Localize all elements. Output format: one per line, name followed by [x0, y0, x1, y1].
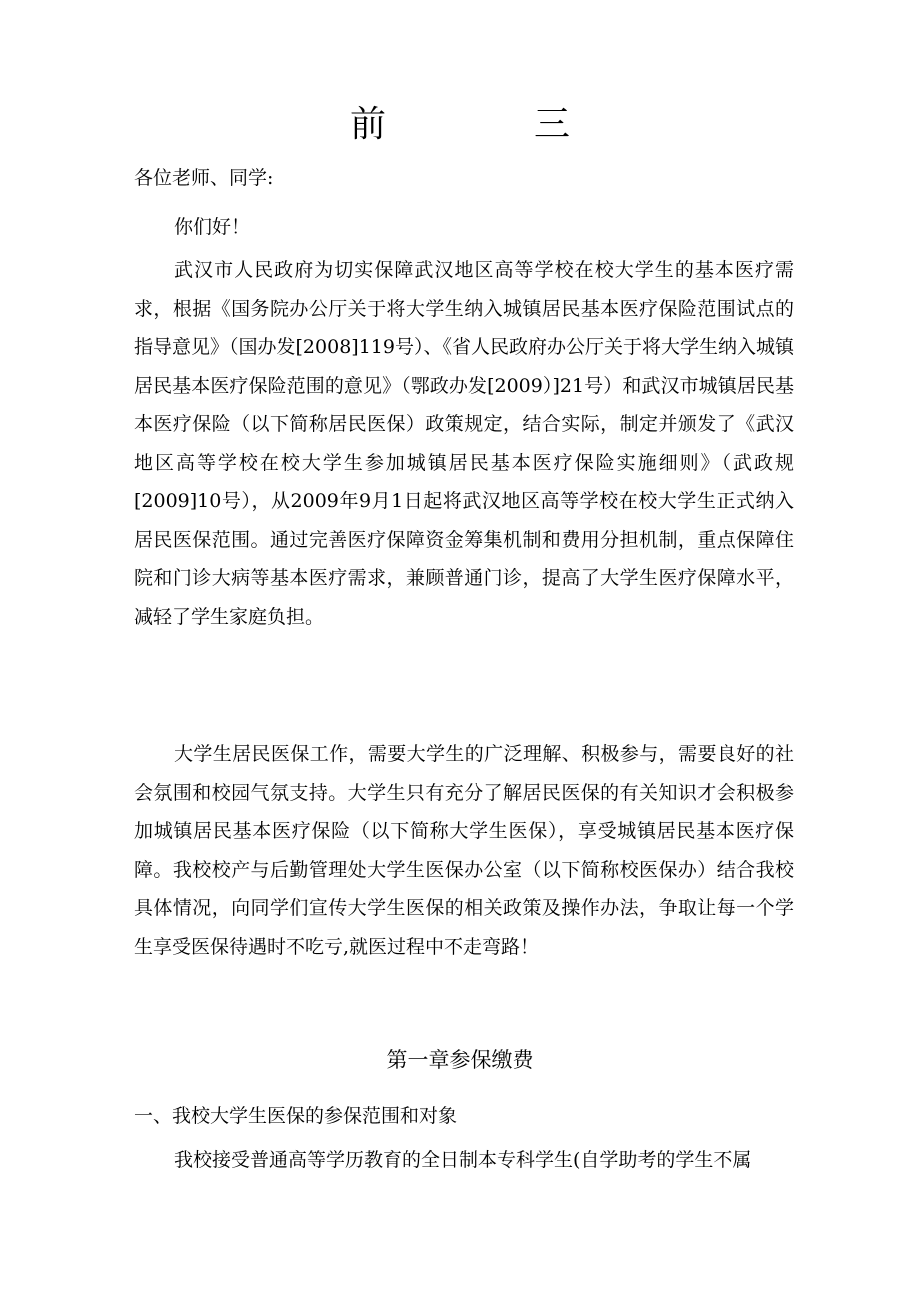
section-heading: 一、我校大学生医保的参保范围和对象	[134, 1105, 458, 1127]
salutation: 各位老师、同学:	[134, 167, 274, 189]
section-paragraph: 我校接受普通高等学历教育的全日制本专科学生(自学助考的学生不属	[174, 1149, 752, 1171]
page-title: 前 三	[349, 104, 626, 145]
intro-paragraph-2: 大学生居民医保工作，需要大学生的广泛理解、积极参与，需要良好的社会氛围和校园气氛支持。大学生只有充分了解居民医保的有关知识才会积极参加城镇居民基本医疗保险（以下简称大学生医保），享受城镇居民基本医疗保障。我校校产与后勤管理处大学生医保办公室（以下简称校医保办）结合我校具体情况，向同学们宣传大学生医保的相关政策及操作办法，争取让每一个学生享受医保待遇时不吃亏,就医过程中不走弯路！	[134, 743, 794, 958]
intro-paragraph-1: 武汉市人民政府为切实保障武汉地区高等学校在校大学生的基本医疗需求，根据《国务院办公厅关于将大学生纳入城镇居民基本医疗保险范围试点的指导意见》（国办发[2008]119号）、《省人民政府办公厅关于将大学生纳入城镇居民基本医疗保险范围的意见》（鄂政办发[2009）]21号）和武汉市城镇居民基本医疗保险（以下简称居民医保）政策规定，结合实际，制定并颁发了《武汉地区高等学校在校大学生参加城镇居民基本医疗保险实施细则》（武政规[2009]10号），从2009年9月1日起将武汉地区高等学校在校大学生正式纳入居民医保范围。通过完善医疗保障资金筹集机制和费用分担机制，重点保障住院和门诊大病等基本医疗需求，兼顾普通门诊，提高了大学生医疗保障水平，减轻了学生家庭负担。	[134, 259, 794, 628]
greeting: 你们好！	[174, 216, 251, 238]
chapter-title: 第一章参保缴费	[386, 1048, 534, 1072]
